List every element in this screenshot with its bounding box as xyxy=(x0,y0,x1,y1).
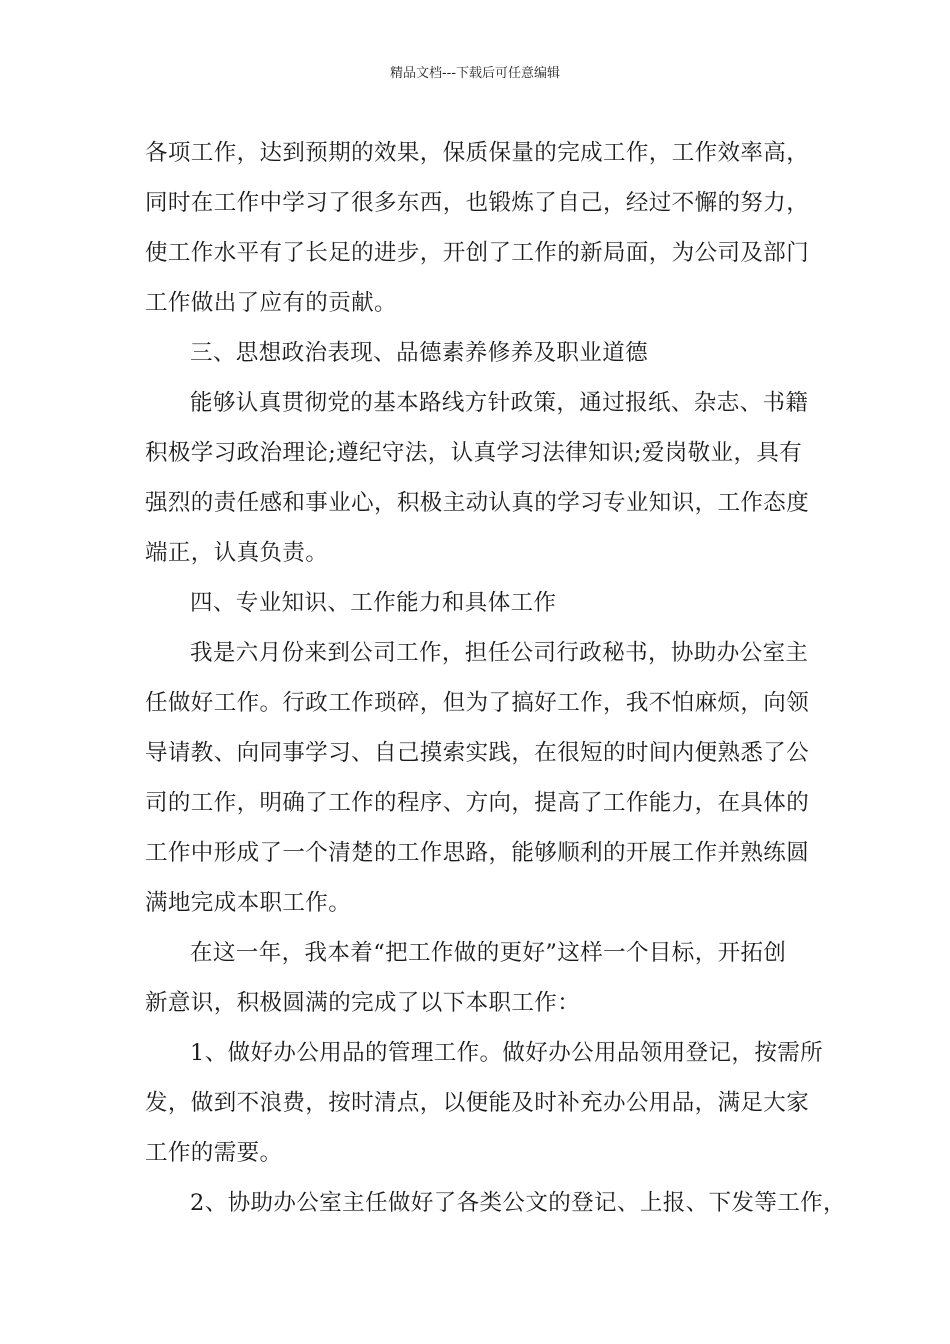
text-line: 工作的需要。 xyxy=(145,1140,283,1166)
text-line: 各项工作，达到预期的效果，保质保量的完成工作，工作效率高， xyxy=(145,140,810,166)
page-header: 精品文档---下载后可任意编辑 xyxy=(389,66,561,81)
text-line: 使工作水平有了长足的进步，开创了工作的新局面，为公司及部门 xyxy=(145,240,810,266)
text-line: 积极学习政治理论;遵纪守法，认真学习法律知识;爱岗敬业，具有 xyxy=(145,440,803,466)
section-heading: 三、思想政治表现、品德素养修养及职业道德 xyxy=(190,340,649,366)
text-line: 工作中形成了一个清楚的工作思路，能够顺利的开展工作并熟练圆 xyxy=(145,840,810,866)
section-heading: 四、专业知识、工作能力和具体工作 xyxy=(190,590,557,616)
document-body xyxy=(145,128,846,1228)
text-line: 发，做到不浪费，按时清点，以便能及时补充办公用品，满足大家 xyxy=(145,1090,810,1116)
text-line: 强烈的责任感和事业心，积极主动认真的学习专业知识，工作态度 xyxy=(145,490,810,516)
text-line: 导请教、向同事学习、自己摸索实践，在很短的时间内便熟悉了公 xyxy=(145,740,810,766)
text-line: 我是六月份来到公司工作，担任公司行政秘书，协助办公室主 xyxy=(190,640,809,666)
text-line: 端正，认真负责。 xyxy=(145,540,329,566)
text-line: 同时在工作中学习了很多东西，也锻炼了自己，经过不懈的努力， xyxy=(145,190,810,216)
text-line: 工作做出了应有的贡献。 xyxy=(145,290,397,316)
text-line: 在这一年，我本着“把工作做的更好”这样一个目标，开拓创 xyxy=(190,940,787,966)
text-line: 任做好工作。行政工作琐碎，但为了搞好工作，我不怕麻烦，向领 xyxy=(145,690,810,716)
text-line: 新意识，积极圆满的完成了以下本职工作： xyxy=(145,990,581,1016)
text-line: 满地完成本职工作。 xyxy=(145,890,352,916)
text-line: 能够认真贯彻党的基本路线方针政策，通过报纸、杂志、书籍 xyxy=(190,390,809,416)
list-item: 1、做好办公用品的管理工作。做好办公用品领用登记，按需所 xyxy=(190,1040,824,1066)
text-line: 司的工作，明确了工作的程序、方向，提高了工作能力，在具体的 xyxy=(145,790,810,816)
list-item: 2、协助办公室主任做好了各类公文的登记、上报、下发等工作， xyxy=(190,1190,846,1216)
